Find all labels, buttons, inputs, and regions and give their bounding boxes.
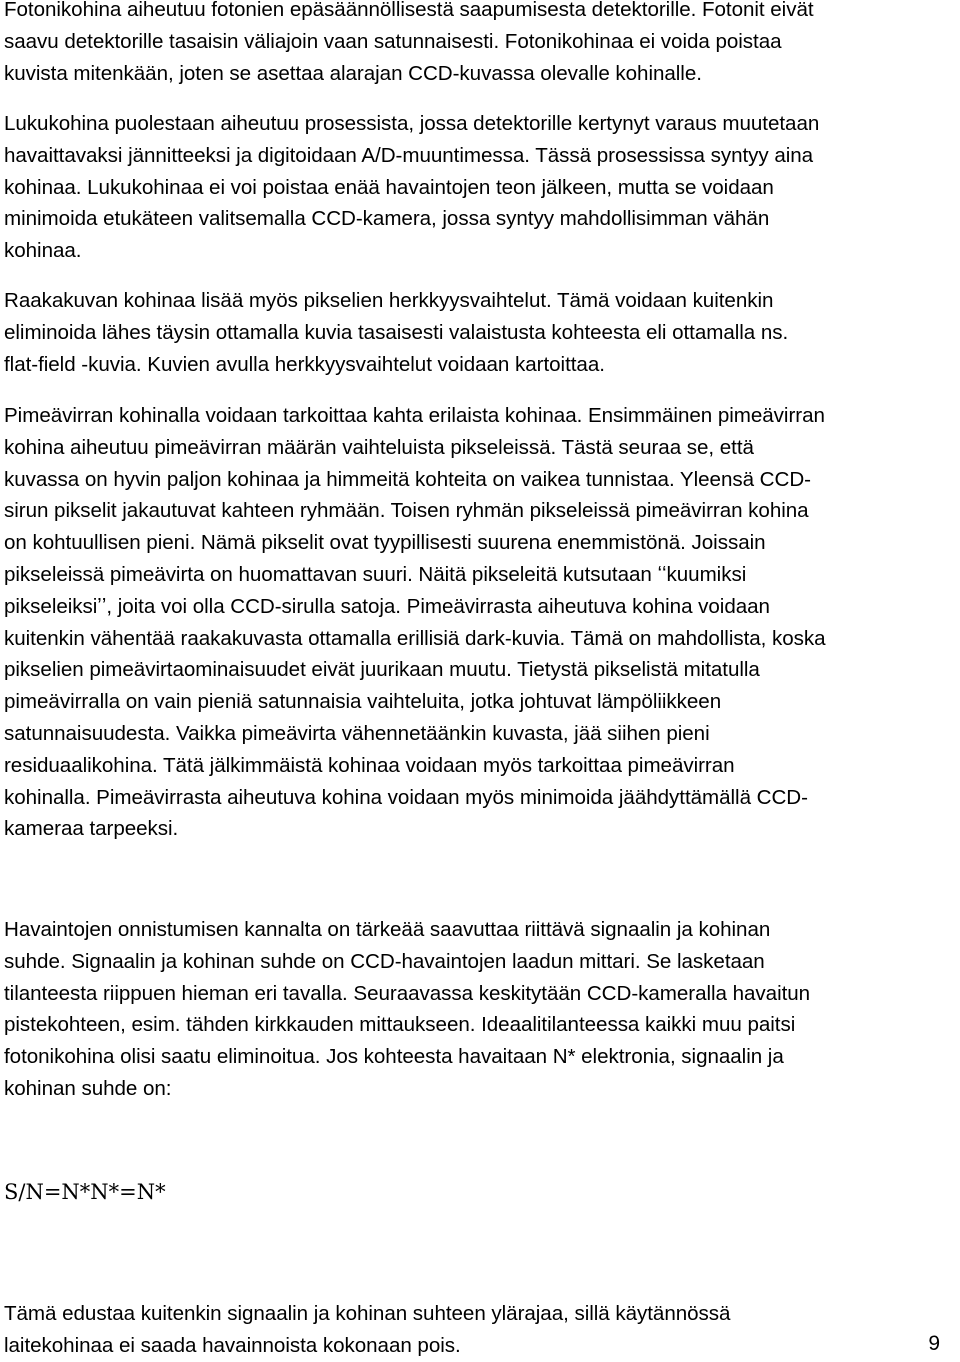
signal-to-noise-formula: S/N=N*N*=N* — [4, 1180, 166, 1204]
paragraph-signal-to-noise — [4, 914, 956, 1105]
text-line: fotonikohina olisi saatu eliminoitua. Jos kohteesta havaitaan N* elektronia, signaalin ja — [4, 1045, 784, 1069]
text-line: laitekohinaa ei saada havainnoista kokonaan pois. — [4, 1333, 461, 1357]
text-line: Pimeävirran kohinalla voidaan tarkoittaa kahta erilaista kohinaa. Ensimmäinen pimeävirran — [4, 404, 825, 427]
text-line: kohinaa. Lukukohinaa ei voi poistaa enää havaintojen teon jälkeen, mutta se voidaan — [4, 175, 774, 199]
text-line: Tämä edustaa kuitenkin signaalin ja kohinan suhteen ylärajaa, sillä käytännössä — [4, 1302, 731, 1325]
paragraph-readout-noise — [4, 108, 956, 267]
paragraph-pixel-sensitivity — [4, 285, 956, 380]
text-line: Lukukohina puolestaan aiheutuu prosessista, jossa detektorille kertynyt varaus muutetaan — [4, 112, 820, 135]
text-line: pimeävirralla on vain pieniä satunnaisia vaihteluita, jotka johtuvat lämpöliikkeen — [4, 690, 722, 714]
paragraph-upper-limit — [4, 1298, 956, 1362]
text-line: eliminoida lähes täysin ottamalla kuvia tasaisesti valaistusta kohteesta eli ottamalla ns. — [4, 320, 789, 344]
text-line: flat-field -kuvia. Kuvien avulla herkkyysvaihtelut voidaan kartoittaa. — [4, 352, 605, 376]
text-line: on kohtuullisen pieni. Nämä pikselit ovat tyypillisesti suurena enemmistönä. Joissain — [4, 531, 766, 555]
text-line: kohinaa. — [4, 239, 82, 263]
text-line: kameraa tarpeeksi. — [4, 817, 179, 841]
text-line: kohinan suhde on: — [4, 1076, 172, 1100]
paragraph-dark-current — [4, 400, 956, 845]
text-line: pikseleissä pimeävirta on huomattavan suuri. Näitä pikseleitä kutsutaan ʻʻkuumiksi — [4, 562, 747, 586]
page-number: 9 — [928, 1332, 940, 1355]
text-line: kohinalla. Pimeävirrasta aiheutuva kohina voidaan myös minimoida jäähdyttämällä CCD- — [4, 785, 808, 809]
paragraph-photon-noise — [4, 0, 956, 89]
text-line: havaittavaksi jännitteeksi ja digitoidaan A/D-muuntimessa. Tässä prosessissa syntyy aina — [4, 143, 814, 167]
text-line: Raakakuvan kohinaa lisää myös pikselien herkkyysvaihtelut. Tämä voidaan kuitenkin — [4, 289, 774, 312]
text-line: saavu detektorille tasaisin väliajoin vaan satunnaisesti. Fotonikohinaa ei voida poistaa — [4, 29, 782, 53]
text-line: kuitenkin vähentää raakakuvasta ottamalla erillisiä dark-kuvia. Tämä on mahdollista, koska — [4, 626, 826, 650]
text-line: Fotonikohina aiheutuu fotonien epäsäännöllisestä saapumisesta detektorille. Fotonit eivät — [4, 0, 814, 21]
text-line: minimoida etukäteen valitsemalla CCD-kamera, jossa syntyy mahdollisimman vähän — [4, 207, 770, 231]
text-line: sirun pikselit jakautuvat kahteen ryhmään. Toisen ryhmän pikseleissä pimeävirran kohina — [4, 499, 809, 523]
text-line: residuaalikohina. Tätä jälkimmäistä kohinaa voidaan myös tarkoittaa pimeävirran — [4, 753, 735, 777]
text-line: Havaintojen onnistumisen kannalta on tärkeää saavuttaa riittävä signaalin ja kohinan — [4, 918, 771, 941]
text-line: pistekohteen, esim. tähden kirkkauden mittaukseen. Ideaalitilanteessa kaikki muu paitsi — [4, 1013, 796, 1037]
text-line: kuvista mitenkään, joten se asettaa alarajan CCD-kuvassa olevalle kohinalle. — [4, 61, 702, 85]
text-line: suhde. Signaalin ja kohinan suhde on CCD-havaintojen laadun mittari. Se lasketaan — [4, 949, 765, 973]
text-line: tilanteesta riippuen hieman eri tavalla. Seuraavassa keskitytään CCD-kameralla havaitun — [4, 981, 811, 1005]
text-line: satunnaisuudesta. Vaikka pimeävirta vähennetäänkin kuvasta, jää siihen pieni — [4, 721, 710, 745]
text-line: kuvassa on hyvin paljon kohinaa ja himmeitä kohteita on vaikea tunnistaa. Yleensä CCD- — [4, 467, 811, 491]
text-line: pikselien pimeävirtaominaisuudet eivät juurikaan muutu. Tietystä pikselistä mitatulla — [4, 658, 760, 682]
text-line: pikseleiksiʼʼ, joita voi olla CCD-sirulla satoja. Pimeävirrasta aiheutuva kohina voidaan — [4, 594, 770, 618]
text-line: kohina aiheutuu pimeävirran määrän vaihteluista pikseleissä. Tästä seuraa se, että — [4, 435, 754, 459]
